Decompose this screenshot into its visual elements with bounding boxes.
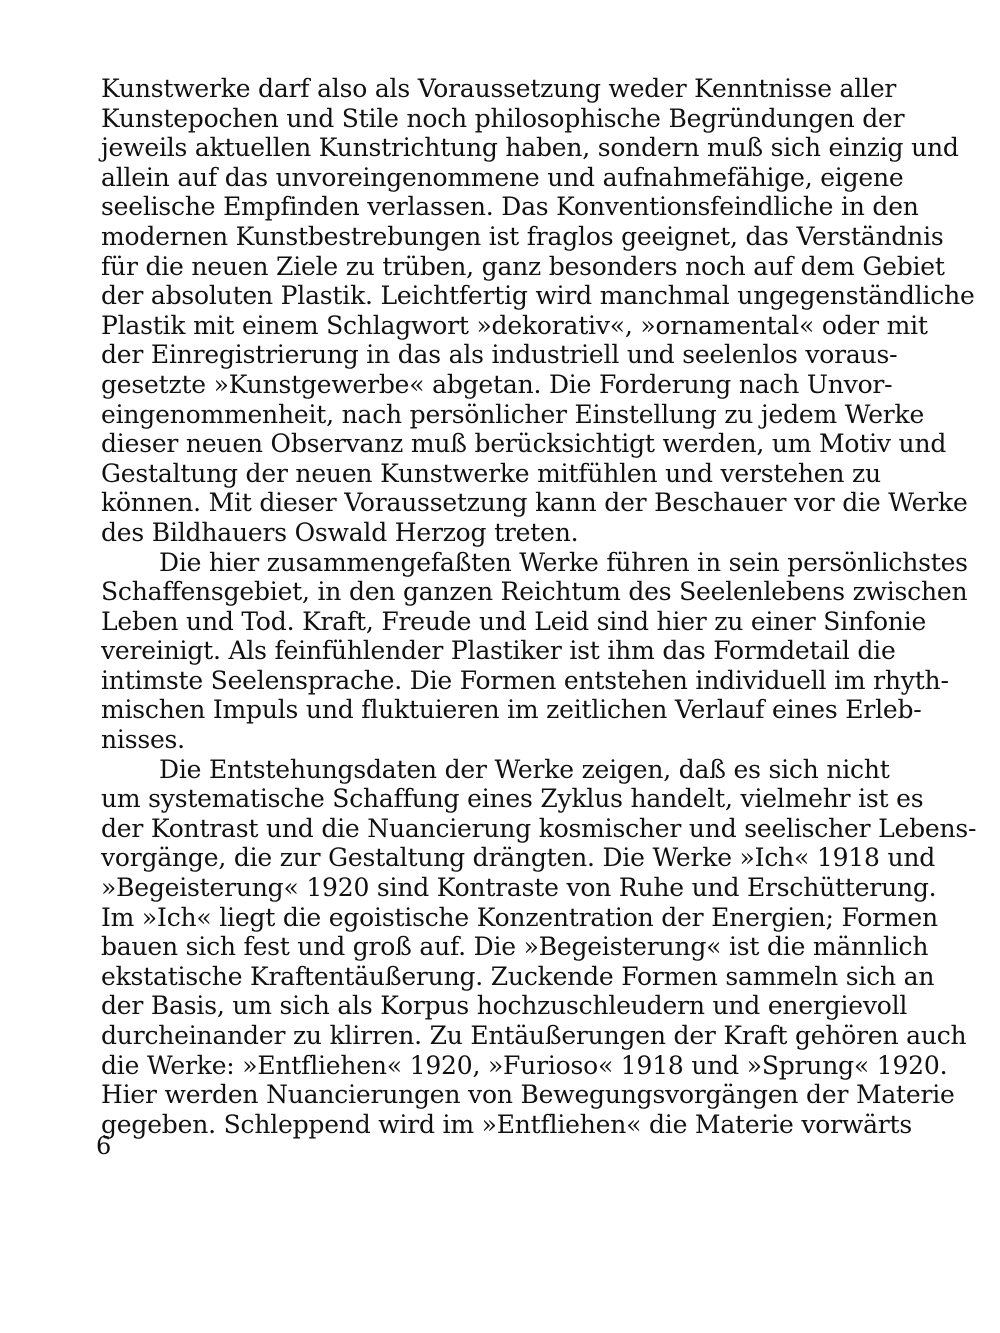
text-line: Die Entstehungsdaten der Werke zeigen, daß es sich nicht — [159, 754, 890, 784]
text-line: Schaffensgebiet, in den ganzen Reichtum des Seelenlebens zwischen — [101, 577, 968, 607]
text-line: allein auf das unvoreingenommene und aufnahmefähige, eigene — [101, 162, 904, 192]
text-line: nisses. — [101, 725, 185, 755]
text-line: eingenommenheit, nach persönlicher Einstellung zu jedem Werke — [101, 399, 925, 429]
text-line: Die hier zusammengefaßten Werke führen in sein persönlichstes — [159, 547, 968, 577]
text-line: seelische Empfinden verlassen. Das Konventionsfeindliche in den — [101, 192, 919, 222]
text-line: Hier werden Nuancierungen von Bewegungsvorgängen der Materie — [101, 1080, 955, 1110]
text-line: mischen Impuls und fluktuieren im zeitlichen Verlauf eines Erleb- — [101, 695, 922, 725]
text-line: der Einregistrierung in das als industriell und seelenlos voraus- — [101, 340, 898, 370]
text-line: bauen sich fest und groß auf. Die »Begeisterung« ist die männlich — [101, 932, 929, 962]
text-line: durcheinander zu klirren. Zu Entäußerungen der Kraft gehören auch — [101, 1021, 967, 1050]
text-line: modernen Kunstbestrebungen ist fraglos geeignet, das Verständnis — [101, 221, 944, 251]
text-line: die Werke: »Entfliehen« 1920, »Furioso« 1918 und »Sprung« 1920. — [101, 1050, 948, 1080]
text-line: Kunstepochen und Stile noch philosophische Begründungen der — [101, 103, 905, 133]
text-line: ekstatische Kraftentäußerung. Zuckende Formen sammeln sich an — [101, 961, 935, 991]
text-line: jeweils aktuellen Kunstrichtung haben, sondern muß sich einzig und — [101, 133, 959, 163]
page-number: 6 — [96, 1132, 112, 1160]
text-line: können. Mit dieser Voraussetzung kann der Beschauer vor die Werke — [101, 488, 968, 518]
text-line: vereinigt. Als feinfühlender Plastiker ist ihm das Formdetail die — [101, 636, 896, 666]
text-line: »Begeisterung« 1920 sind Kontraste von Ruhe und Erschütterung. — [101, 873, 937, 903]
text-line: vorgänge, die zur Gestaltung drängten. Die Werke »Ich« 1918 und — [101, 843, 936, 873]
text-line: des Bildhauers Oswald Herzog treten. — [101, 517, 579, 547]
text-line: um systematische Schaffung eines Zyklus handelt, vielmehr ist es — [101, 784, 924, 814]
text-line: der absoluten Plastik. Leichtfertig wird manchmal ungegenständliche — [101, 281, 975, 311]
text-line: Im »Ich« liegt die egoistische Konzentration der Energien; Formen — [101, 902, 938, 932]
text-line: Kunstwerke darf also als Voraussetzung weder Kenntnisse aller — [101, 74, 897, 103]
text-line: Gestaltung der neuen Kunstwerke mitfühlen und verstehen zu — [101, 458, 881, 488]
text-line: Leben und Tod. Kraft, Freude und Leid sind hier zu einer Sinfonie — [101, 606, 927, 636]
text-line: gesetzte »Kunstgewerbe« abgetan. Die Forderung nach Unvor- — [101, 369, 893, 399]
text-line: der Kontrast und die Nuancierung kosmischer und seelischer Lebens- — [101, 813, 977, 843]
text-line: für die neuen Ziele zu trüben, ganz besonders noch auf dem Gebiet — [101, 251, 945, 281]
text-line: intimste Seelensprache. Die Formen entstehen individuell im rhyth- — [101, 665, 949, 695]
text-line: dieser neuen Observanz muß berücksichtigt werden, um Motiv und — [101, 429, 947, 459]
page-body — [101, 74, 977, 1139]
text-line: der Basis, um sich als Korpus hochzuschleudern und energievoll — [101, 991, 908, 1021]
text-line: gegeben. Schleppend wird im »Entfliehen« die Materie vorwärts — [101, 1109, 913, 1139]
text-line: Plastik mit einem Schlagwort »dekorativ«, »ornamental« oder mit — [101, 310, 928, 340]
